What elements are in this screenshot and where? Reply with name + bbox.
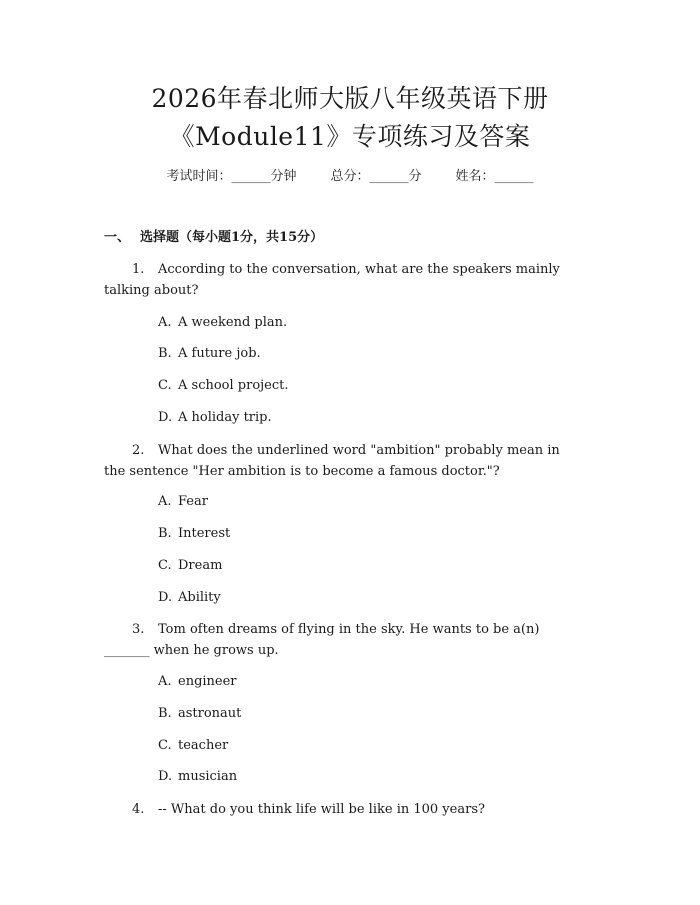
option-text: Interest <box>178 526 231 541</box>
question-number: 3. <box>132 622 145 637</box>
question-text: According to the conversation, what are the speakers mainly talking about? <box>104 262 560 298</box>
question-1-option-d <box>158 409 272 427</box>
question-2-stem <box>104 440 580 482</box>
option-letter: D. <box>158 410 173 425</box>
option-letter: D. <box>158 769 173 784</box>
option-letter: A. <box>158 315 172 330</box>
exam-info-line <box>0 168 700 186</box>
option-letter: A. <box>158 494 172 509</box>
option-letter: C. <box>158 558 172 573</box>
option-letter: B. <box>158 706 172 721</box>
question-text: What does the underlined word "ambition" probably mean in the sentence "Her ambition is to become a famous doctor."? <box>104 443 560 479</box>
question-1-option-b <box>158 345 261 363</box>
option-text: Fear <box>178 494 208 509</box>
student-name-label: 姓名：______ <box>455 169 534 184</box>
total-score-label: 总分：______分 <box>330 169 422 184</box>
option-text: engineer <box>178 674 237 689</box>
question-number: 2. <box>132 443 145 458</box>
question-3-option-b <box>158 705 241 723</box>
option-letter: C. <box>158 378 172 393</box>
question-1-option-c <box>158 377 289 395</box>
question-number: 1. <box>132 262 145 277</box>
option-letter: B. <box>158 526 172 541</box>
document-title-line1: 2026年春北师大版八年级英语下册 <box>151 84 549 113</box>
question-number: 4. <box>132 802 145 817</box>
question-2-option-d <box>158 589 221 607</box>
question-text: Tom often dreams of flying in the sky. He wants to be a(n) _______ when he grows up. <box>104 622 540 658</box>
option-text: A holiday trip. <box>178 410 272 425</box>
question-3-option-a <box>158 673 237 691</box>
question-3-option-d <box>158 768 237 786</box>
option-letter: A. <box>158 674 172 689</box>
question-3-option-c <box>158 737 228 755</box>
option-text: A future job. <box>178 346 261 361</box>
document-title-line2: 《Module11》专项练习及答案 <box>169 122 531 151</box>
option-text: astronaut <box>178 706 242 721</box>
option-letter: B. <box>158 346 172 361</box>
option-text: musician <box>178 769 238 784</box>
exam-time-label: 考试时间：______分钟 <box>166 169 297 184</box>
option-text: A school project. <box>178 378 289 393</box>
section-heading <box>104 229 323 247</box>
question-2-option-a <box>158 493 208 511</box>
section-number: 一、 <box>104 230 131 245</box>
option-text: Dream <box>178 558 223 573</box>
question-3-stem <box>104 619 580 661</box>
option-text: teacher <box>178 738 229 753</box>
question-1-option-a <box>158 314 287 332</box>
question-1-stem <box>104 259 580 301</box>
option-text: Ability <box>178 590 221 605</box>
question-2-option-b <box>158 525 230 543</box>
question-text: -- What do you think life will be like in 100 years? <box>158 802 485 817</box>
option-letter: C. <box>158 738 172 753</box>
section-title: 选择题（每小题1分，共15分） <box>140 230 324 245</box>
option-letter: D. <box>158 590 173 605</box>
option-text: A weekend plan. <box>178 315 288 330</box>
question-2-option-c <box>158 557 222 575</box>
question-4-stem <box>104 799 580 820</box>
